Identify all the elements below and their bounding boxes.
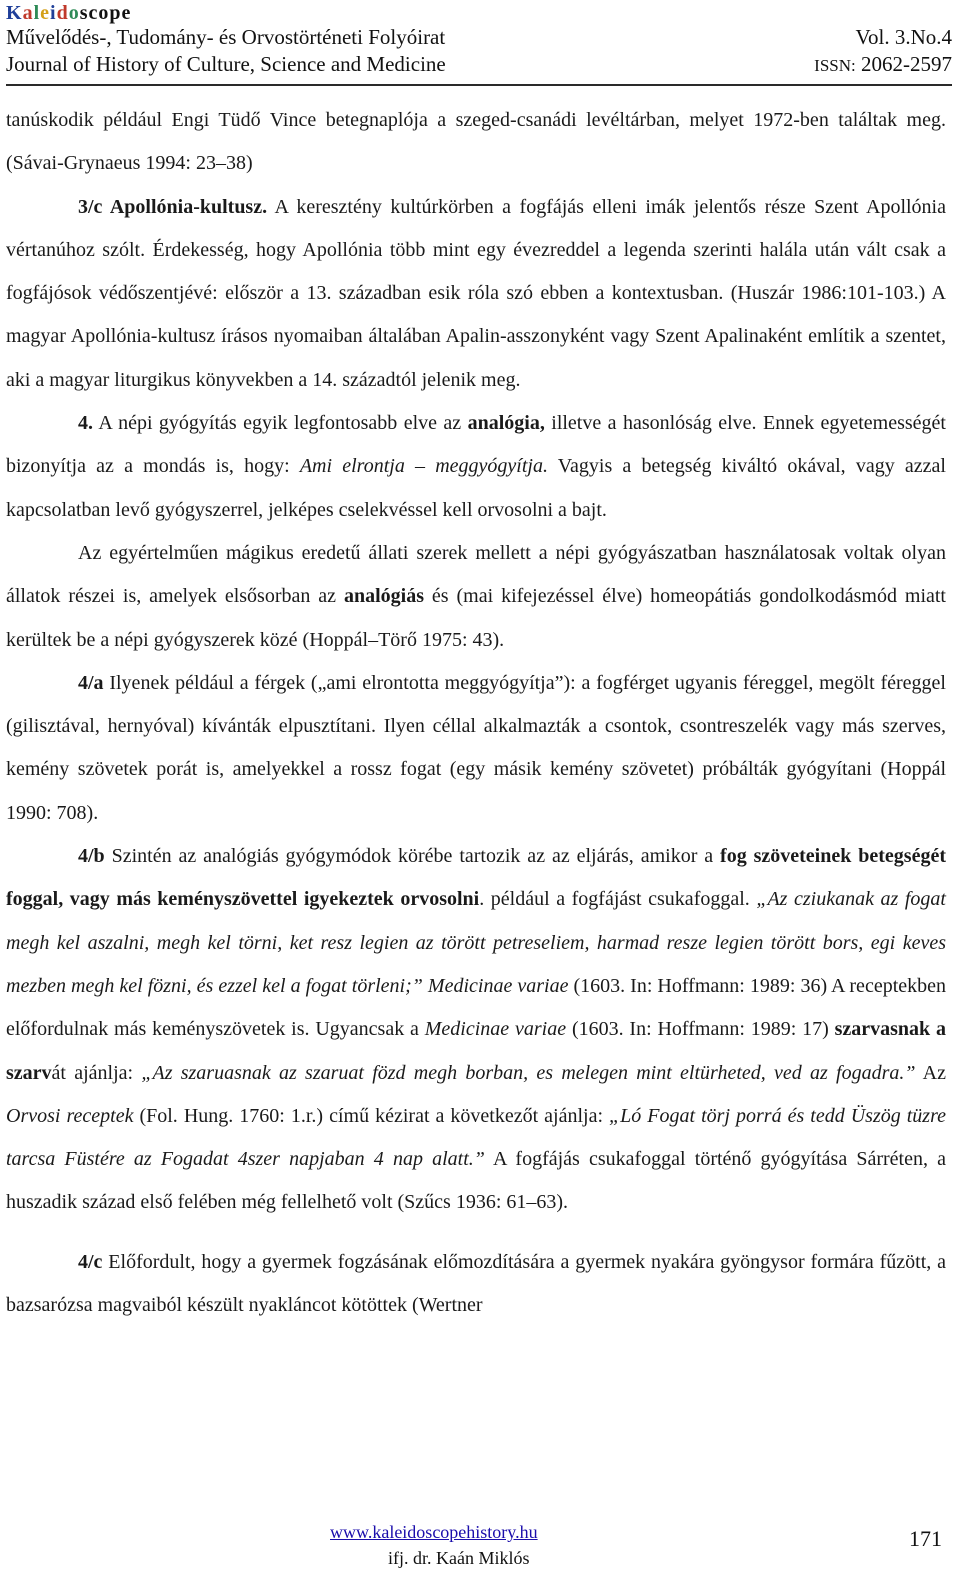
brand-letter: d: [56, 2, 69, 24]
journal-brand-logo: [6, 2, 131, 25]
text-run: Szintén az analógiás gyógymódok körébe tartozik az az eljárás, amikor a: [104, 845, 721, 868]
brand-letter: s: [79, 2, 89, 24]
brand-letter: i: [50, 2, 57, 24]
paragraph-analogy: [6, 402, 946, 532]
bold-phrase: szarvasnak a szarv: [6, 1018, 946, 1084]
issn-label: ISSN:: [814, 56, 856, 75]
bold-phrase: fog szöveteinek betegségét foggal, vagy más keményszövettel igyekeztek orvosolni: [6, 845, 946, 911]
header-line-1: [6, 25, 952, 50]
brand-letter: o: [68, 2, 80, 24]
text-run: Ilyenek például a férgek („ami elrontotta meggyógyítja”): a fogférget ugyanis féreggel, megölt féreggel (gilisztával, hernyóval) kívánták elpusztítani. Ilyen céllal alkalmazták a csontok, csontreszelék vagy más szerves, kemény szövetek porát is, amelyekkel a rossz fogat (egy másik kemény szövetet) próbálták gyógyítani (Hoppál 1990: 708).: [6, 671, 946, 824]
source-title: Orvosi receptek: [6, 1104, 134, 1127]
brand-letter: a: [22, 2, 34, 24]
brand-letter: p: [109, 2, 122, 24]
text-run: Az egyértelműen mágikus eredetű állati szerek mellett a népi gyógyászatban használatosak voltak olyan állatok részei is, amelyek elsősorban az: [6, 541, 946, 608]
paragraph-text: A keresztény kultúrkörben a fogfájás elleni imák jelentős része Szent Apollónia vértanúhoz szólt. Érdekesség, hogy Apollónia több mint egy évezreddel a legenda szerinti halála után vált csak a fogfájósok védőszentjévé: először a 13. században esik róla szó ebben a kontextusban. (Huszár 1986:101-103.) A magyar Apollónia-kultusz írásos nyomaiban általában Apalin-asszonyként vagy Szent Apalinaként említik a szentet, aki a magyar liturgikus könyvekben a 14. századtól jelenik meg.: [6, 195, 946, 391]
paragraph-animal-remedies: [6, 532, 946, 662]
article-body: [6, 99, 946, 1327]
brand-letter: e: [40, 2, 51, 24]
issn-value: 2062-2597: [861, 52, 952, 76]
brand-letter: e: [121, 2, 132, 24]
text-run: és (mai kifejezéssel élve) homeopátiás gondolkodásmód miatt kerültek be a népi gyógyszerek közé (Hoppál–Törő 1975: 43).: [6, 585, 946, 651]
brand-letter: o: [98, 2, 110, 24]
issn: [814, 52, 952, 77]
author-name: ifj. dr. Kaán Miklós: [388, 1548, 530, 1568]
section-heading-4a: 4/a: [78, 671, 104, 694]
recipe-quote: „Az szaruasnak az szaruat fözd megh borban, es melegen mint eltürheted, ved az fogadra.”: [141, 1061, 916, 1084]
recipe-quote: „Az cziukanak az fogat megh kel aszalni, megh kel törni, ket resz legien az törött petreseliem, harmad resze legien törött bors, egi keves mezben megh kel fözni, és ezzel kel a fogat törleni;”: [6, 888, 946, 997]
header-line-2: [6, 52, 952, 77]
text-run: illetve a hasonlóság elve. Ennek egyetemességét bizonyítja az a mondás is, hogy:: [6, 412, 946, 478]
journal-header: [6, 0, 952, 82]
volume-label: Vol. 3.No.4: [855, 25, 952, 49]
bold-term: analógiás: [343, 585, 424, 608]
text-run: Az: [915, 1061, 947, 1084]
section-heading-4c: 4/c: [78, 1250, 103, 1273]
paragraph-continuation: [6, 99, 946, 186]
header-divider: [6, 84, 952, 86]
journal-subtitle-en: Journal of History of Culture, Science and Medicine: [6, 52, 446, 76]
text-run: (1603. In: Hoffmann: 1989: 36) A receptekben előfordulnak más keményszövetek is. Ugyancsak a: [6, 974, 947, 1041]
source-title: Medicinae variae: [424, 1018, 567, 1041]
section-number-4: 4.: [78, 412, 93, 435]
journal-subtitle-hu: Művelődés-, Tudomány- és Orvostörténeti Folyóirat: [6, 25, 446, 49]
paragraph-text: tanúskodik például Engi Tüdő Vince betegnaplója a szeged-csanádi levéltárban, melyet 1972-ben találtak meg. (Sávai-Grynaeus 1994: 23–38): [6, 109, 946, 175]
website-link[interactable]: www.kaleidoscopehistory.hu: [330, 1522, 538, 1542]
text-run: . például a fogfájást csukafoggal.: [479, 888, 757, 911]
section-heading-4b: 4/b: [78, 845, 105, 868]
paragraph-apollonia: [6, 186, 946, 402]
section-heading-3c: 3/c Apollónia-kultusz.: [78, 195, 268, 218]
paragraph-4a: [6, 662, 946, 835]
text-run: A fogfájás csukafoggal történő gyógyítása Sárréten, a huszadik század első felében még fellelhető volt (Szűcs 1936: 61–63).: [6, 1148, 947, 1214]
paragraph-4b: [6, 835, 946, 1225]
page-number: 171: [909, 1526, 942, 1551]
text-run: (1603. In: Hoffmann: 1989: 17): [566, 1018, 835, 1041]
text-run: A népi gyógyítás egyik legfontosabb elve az: [93, 412, 468, 435]
source-title: Medicinae variae: [427, 974, 569, 997]
paragraph-4c: [6, 1241, 946, 1328]
brand-letter: K: [6, 2, 23, 24]
text-run: Előfordult, hogy a gyermek fogzásának előmozdítására a gyermek nyakára gyöngysor formára fűzött, a bazsarózsa magvaiból készült nyakláncot kötöttek (Wertner: [6, 1250, 946, 1317]
text-run: át ajánlja:: [51, 1061, 142, 1084]
proverb-quote: Ami elrontja – meggyógyítja.: [299, 455, 548, 478]
bold-term: analógia,: [467, 412, 545, 435]
text-run: Vagyis a betegség kiváltó okával, vagy azzal kapcsolatban levő gyógyszerrel, jelképes cselekvéssel kell orvosolni a bajt.: [6, 455, 946, 521]
brand-letter: l: [33, 2, 41, 24]
text-run: (Fol. Hung. 1760: 1.r.) című kézirat a következőt ajánlja:: [133, 1104, 610, 1127]
recipe-quote: „Ló Fogat törj porrá és tedd Üszög tüzre tarcsa Füstére az Fogadat 4szer napjaban 4 nap alatt.”: [6, 1104, 946, 1171]
brand-letter: c: [88, 2, 99, 24]
